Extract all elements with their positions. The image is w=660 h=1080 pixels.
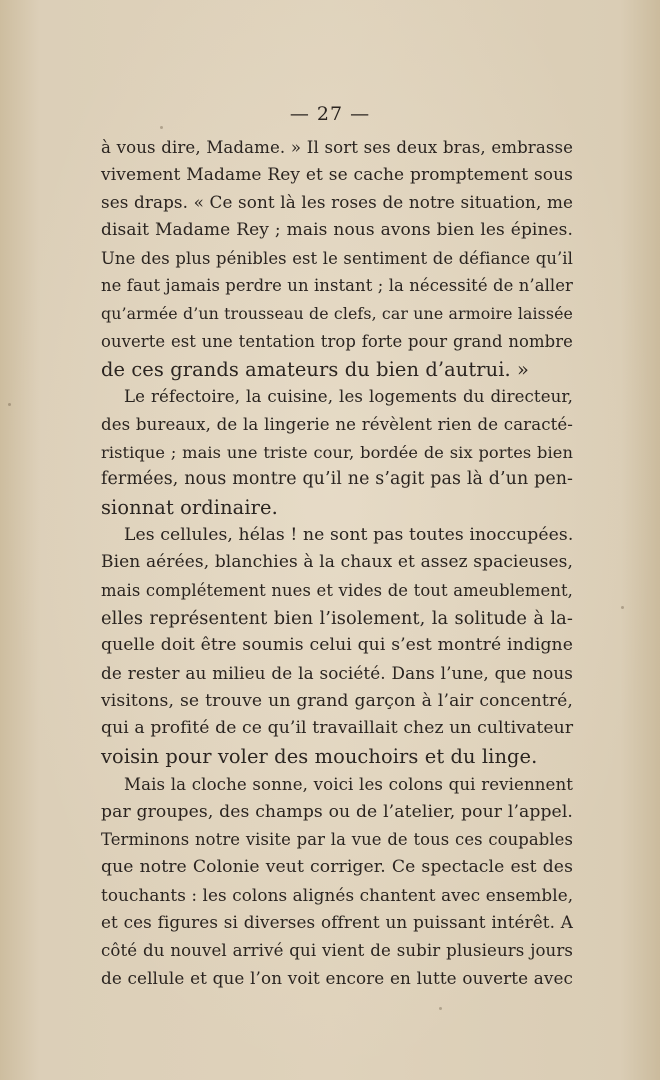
paper-speck [160,126,163,129]
paper-speck [8,403,11,406]
text-line: Terminons notre visite par la vue de tous ces coupables [101,830,573,850]
text-line: quelle doit être soumis celui qui s’est montré indigne [101,635,573,656]
text-line: voisin pour voler des mouchoirs et du linge. [101,745,538,769]
text-line: vivement Madame Rey et se cache promptement sous [101,164,573,185]
text-line: ouverte est une tentation trop forte pour grand nombre [101,331,573,351]
text-line: de ces grands amateurs du bien d’autrui. » [101,357,529,381]
text-line: Une des plus pénibles est le sentiment de défiance qu’il [101,248,573,268]
text-line: qui a profité de ce qu’il travaillait chez un cultivateur [101,718,574,739]
text-line: elles représentent bien l’isolement, la solitude à la- [101,607,573,629]
text-line: Le réfectoire, la cuisine, les logements du directeur, [124,387,573,407]
text-line: disait Madame Rey ; mais nous avons bien les épines. [101,220,573,241]
body-text [101,134,573,992]
text-line: Bien aérées, blanchies à la chaux et assez spacieuses, [101,552,573,573]
text-line: des bureaux, de la lingerie ne révèlent rien de caracté- [101,414,573,434]
text-line: par groupes, des champs ou de l’atelier, pour l’appel. [101,801,573,822]
paper-speck [439,1007,442,1010]
text-line: sionnat ordinaire. [101,495,278,519]
text-line: ne faut jamais perdre un instant ; la nécessité de n’aller [101,276,573,296]
text-line: Les cellules, hélas ! ne sont pas toutes inoccupées. [124,524,574,545]
text-line: à vous dire, Madame. » Il sort ses deux bras, embrasse [101,138,573,157]
text-line: ses draps. « Ce sont là les roses de notre situation, me [101,192,573,213]
text-line: ristique ; mais une triste cour, bordée de six portes bien [101,442,573,462]
text-line: visitons, se trouve un grand garçon à l’air concentré, [101,690,573,711]
text-line: de cellule et que l’on voit encore en lutte ouverte avec [101,967,573,988]
page-number: — 27 — [289,103,371,125]
text-line: côté du nouvel arrivé qui vient de subir plusieurs jours [101,940,573,960]
text-line: et ces figures si diverses offrent un puissant intérêt. A [101,912,573,933]
text-line: mais complétement nues et vides de tout ameublement, [101,581,573,600]
paper-speck [621,606,624,609]
text-line: touchants : les colons alignés chantent avec ensemble, [101,884,574,905]
text-line: de rester au milieu de la société. Dans l’une, que nous [101,663,573,684]
text-line: qu’armée d’un trousseau de clefs, car une armoire laissée [101,304,573,324]
text-line: Mais la cloche sonne, voici les colons qui reviennent [124,774,573,794]
text-line: fermées, nous montre qu’il ne s’agit pas là d’un pen- [101,469,573,490]
text-line: que notre Colonie veut corriger. Ce spectacle est des [101,856,573,877]
